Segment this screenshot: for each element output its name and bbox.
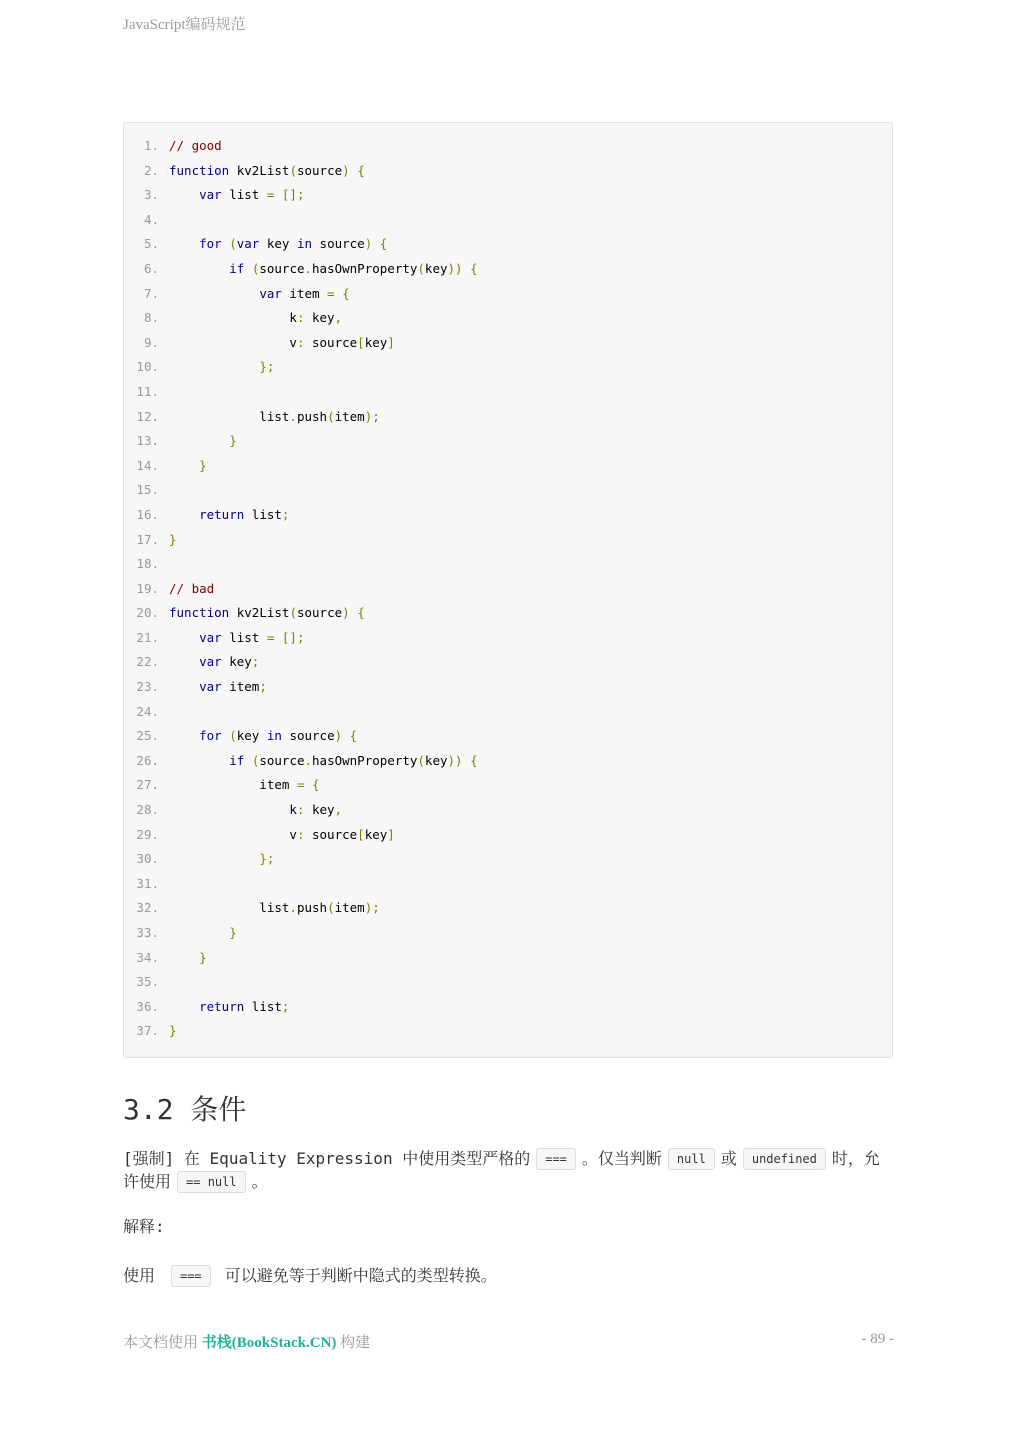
code-token: list [169,900,290,916]
code-token [274,187,282,202]
rule-text-2: 。仅当判断 [581,1149,662,1168]
code-token: item [221,679,260,695]
code-token: key [221,654,252,670]
code-token [304,777,312,792]
code-token: push [296,408,328,424]
code-token: var [259,285,282,301]
code-line [124,921,478,946]
line-number: 31. [136,875,159,891]
code-token: { [349,728,358,744]
line-number: 28. [136,802,159,818]
code-token [169,187,199,202]
code-token: var [199,629,222,645]
code-token: function [169,605,230,621]
code-line [124,257,478,282]
line-number: 19. [136,580,159,596]
code-token: if [229,260,245,276]
code-token [169,753,229,768]
code-line [124,552,478,577]
code-token: } [229,925,237,940]
code-token: list [221,187,267,203]
rule-text-1: 在 Equality Expression 中使用类型严格的 [174,1149,531,1168]
code-line [124,970,478,995]
code-token: } [199,949,207,965]
code-token: = [296,777,305,793]
code-token: []; [281,187,305,203]
code-line [124,626,478,651]
code-token: source [304,334,358,350]
code-token: } [199,457,207,473]
line-number: 33. [136,925,159,940]
code-line [124,282,478,307]
code-token [274,630,282,645]
rule-text-3: 或 [720,1149,737,1168]
section-title: 3.2 条件 [123,1093,247,1126]
code-token: for [199,236,222,252]
line-number: 25. [136,728,159,744]
code-token [342,728,350,743]
line-number: 34. [136,949,159,965]
code-token: hasOwnProperty [312,752,418,768]
code-token: kv2List [229,162,290,178]
code-line [124,183,478,208]
code-line [124,454,478,479]
code-token: in [266,728,282,744]
code-token: list [244,998,282,1014]
code-token: list [221,629,267,645]
code-token: } [169,531,177,547]
code-line [124,896,478,921]
code-token: } [169,1023,177,1039]
rule-text-4: 时，允许使用 [123,1149,880,1191]
page-number: - 89 - [861,1331,894,1347]
code-token [169,261,229,276]
code-token [169,236,199,251]
explain-label: 解释: [123,1217,165,1236]
code-token [169,359,259,374]
code-line [124,503,478,528]
code-line [124,700,478,725]
code-line [124,823,478,848]
code-line [124,1019,478,1044]
code-token: source [281,728,335,744]
code-token: key [304,310,335,326]
inline-code-undefined: undefined [743,1148,826,1170]
code-token [169,654,199,669]
code-token: [ [357,334,365,350]
code-token: v [169,826,297,842]
code-token [244,753,252,768]
code-token: ( [229,728,237,744]
code-line [124,577,478,602]
code-token: key [304,802,335,818]
line-number: 30. [136,851,159,867]
code-token: = [266,629,275,645]
line-number: 29. [136,826,159,842]
code-token [372,236,380,251]
code-line [124,331,478,356]
code-token: : [296,826,305,842]
line-number: 26. [136,752,159,768]
rule-tag: [强制] [123,1149,175,1168]
code-token: ( [417,260,425,276]
line-number: 24. [136,703,159,719]
code-token: ; [259,679,267,695]
code-line [124,946,478,971]
code-token: k [169,802,297,818]
code-token: )) [447,260,463,276]
line-number: 4. [143,211,159,227]
inline-code-eq-null: == null [177,1171,246,1193]
code-token: { [312,777,320,793]
inline-code-strict-equal-2: === [171,1265,211,1287]
code-token: = [266,187,275,203]
code-token: key [236,728,267,744]
code-token: : [296,310,305,326]
line-number: 16. [136,506,159,522]
code-token: var [199,679,222,695]
code-token: = [327,285,335,301]
code-token [169,458,199,473]
code-token: ] [387,334,395,350]
code-token: list [244,506,282,522]
usage-text-2: 可以避免等于判断中隐式的类型转换。 [224,1266,497,1285]
code-token [169,679,199,694]
code-token: kv2List [229,605,290,621]
code-line [124,872,478,897]
code-token: var [236,236,260,252]
code-line [124,380,478,405]
code-token [169,630,199,645]
doc-header-title: JavaScript编码规范 [123,17,246,33]
code-token: source [296,605,343,621]
line-number: 15. [136,482,159,498]
code-token: { [379,236,388,252]
code-line [124,232,478,257]
code-line [124,675,478,700]
code-token: ( [327,408,335,424]
code-token: } [229,433,237,449]
code-line [124,749,478,774]
inline-code-null: null [668,1148,715,1170]
footer-built-with [123,1331,370,1352]
code-token: : [296,802,305,818]
code-token: ) [334,728,343,744]
code-token: source [312,236,365,252]
code-token: ( [251,752,260,768]
footer-link-bookstack[interactable]: 书栈(BookStack.CN) [201,1335,337,1351]
code-token: , [334,310,343,326]
code-token: ( [251,260,260,276]
line-number: 3. [143,187,159,203]
code-line [124,995,478,1020]
code-token [169,851,259,866]
code-token [169,286,259,301]
code-token: ) [364,236,373,252]
code-line [124,306,478,331]
line-number: 18. [136,556,159,572]
code-token [463,753,471,768]
footer-prefix: 本文档使用 [123,1335,199,1351]
code-token: { [342,285,350,301]
rule-text-5: 。 [251,1172,268,1191]
code-token: item [281,285,328,301]
code-line [124,134,478,159]
code-token: , [334,802,343,818]
code-line [124,601,478,626]
code-line [124,355,478,380]
code-token: ) [342,162,350,178]
code-token: : [296,334,305,350]
line-number: 5. [143,236,159,252]
code-token: key [364,334,388,350]
code-token: ( [327,900,335,916]
code-token: . [304,752,313,768]
code-token [463,261,471,276]
code-token: source [259,260,305,276]
code-token: ) [342,605,350,621]
usage-text-1: 使用 [123,1266,156,1285]
code-token: for [199,728,222,744]
code-token: v [169,334,297,350]
code-token: item [169,777,297,793]
code-token: . [289,408,297,424]
code-line [124,798,478,823]
code-token: item [334,900,365,916]
code-line [124,847,478,872]
code-token: source [304,826,358,842]
code-token: { [357,605,365,621]
code-token: function [169,162,230,178]
code-token: { [357,162,365,178]
code-token [169,433,229,448]
code-line [124,528,478,553]
line-number: 36. [136,998,159,1014]
line-number: 20. [136,605,159,621]
line-number: 37. [136,1023,159,1039]
line-number: 8. [143,310,159,326]
code-token: . [304,260,313,276]
code-token: source [259,752,305,768]
code-token: ); [364,408,380,424]
code-token: ; [281,506,290,522]
code-line [124,429,478,454]
line-number: 23. [136,679,159,695]
code-line [124,478,478,503]
code-token: in [296,236,313,252]
code-line [124,724,478,749]
line-number: 11. [136,383,159,399]
line-number: 10. [136,359,159,375]
code-token: hasOwnProperty [312,260,418,276]
code-token: ( [417,752,425,768]
footer-suffix: 构建 [340,1335,371,1351]
code-token: { [470,752,478,768]
code-token: var [199,187,222,203]
line-number: 27. [136,777,159,793]
line-number: 6. [143,260,159,276]
code-token: . [289,900,297,916]
inline-code-strict-equal: === [536,1148,576,1170]
line-number: 13. [136,433,159,449]
code-token [169,950,199,965]
line-number: 7. [143,285,159,301]
line-number: 1. [143,138,159,153]
line-number: 17. [136,531,159,547]
code-line [124,405,478,430]
code-token: // bad [169,580,215,596]
code-token: }; [259,851,275,867]
code-token: push [296,900,328,916]
code-block [123,122,893,1058]
code-token: if [229,752,245,768]
code-token [169,999,199,1014]
code-token: )) [447,752,463,768]
rule-paragraph [123,1147,893,1193]
code-token: key [364,826,388,842]
line-number: 22. [136,654,159,670]
code-token [335,286,343,301]
code-token: { [470,260,478,276]
code-token: key [424,260,448,276]
code-token [169,728,199,743]
code-token: []; [281,629,305,645]
code-token: list [169,408,290,424]
line-number: 12. [136,408,159,424]
code-line [124,773,478,798]
code-token: return [199,506,245,522]
code-token [169,925,229,940]
code-token: ( [229,236,237,252]
line-number: 9. [143,334,159,350]
code-token: var [199,654,222,670]
line-number: 14. [136,457,159,473]
code-token: ( [289,162,297,178]
code-token: // good [169,138,222,153]
code-token: }; [259,359,275,375]
code-token [169,507,199,522]
code-line [124,208,478,233]
usage-paragraph [123,1264,497,1287]
line-number: 32. [136,900,159,916]
code-token: item [334,408,365,424]
code-token: ; [281,998,290,1014]
code-token: ] [387,826,395,842]
code-token: ( [289,605,297,621]
code-token: [ [357,826,365,842]
code-line [124,650,478,675]
code-token: key [259,236,297,252]
line-number: 21. [136,629,159,645]
code-token: key [424,752,448,768]
code-token: ); [364,900,380,916]
line-number: 35. [136,974,159,990]
code-token: ; [251,654,260,670]
code-token [244,261,252,276]
code-token: source [296,162,343,178]
code-lines [124,134,478,1044]
code-token: k [169,310,297,326]
line-number: 2. [143,162,159,178]
code-line [124,159,478,184]
code-token: return [199,998,245,1014]
